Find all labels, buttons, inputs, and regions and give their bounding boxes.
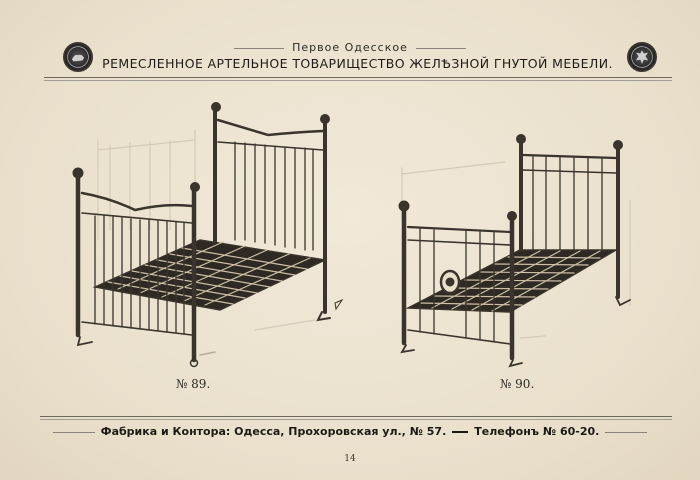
beds-illustration <box>0 90 700 390</box>
header-rule-left <box>234 48 284 49</box>
caption-89: № 89. <box>176 377 211 391</box>
footer-dash <box>452 431 468 433</box>
footer-address: Фабрика и Контора: Одесса, Прохоровская ул., № 57. <box>100 425 447 438</box>
footer-rule-left <box>53 432 95 433</box>
bed-90-drawing <box>399 135 630 367</box>
footer-line <box>0 425 700 438</box>
right-emblem-icon <box>627 42 657 72</box>
footer-rule-right <box>605 432 647 433</box>
page-number: 14 <box>344 454 356 464</box>
header-divider <box>44 77 672 81</box>
footer-divider <box>40 416 672 420</box>
header-rule-right <box>416 48 466 49</box>
caption-90: № 90. <box>500 377 535 391</box>
header-title: РЕМЕСЛЕННОЕ АРТЕЛЬНОЕ ТОВАРИЩЕСТВО ЖЕЛѢЗНОЙ ГНУТОЙ МЕБЕЛИ. <box>102 56 613 71</box>
footer-phone: Телефонъ № 60-20. <box>474 425 600 438</box>
header-top-text: Первое Одесское <box>292 41 408 54</box>
header-top-line <box>0 41 700 54</box>
bed-89-drawing <box>73 103 342 367</box>
